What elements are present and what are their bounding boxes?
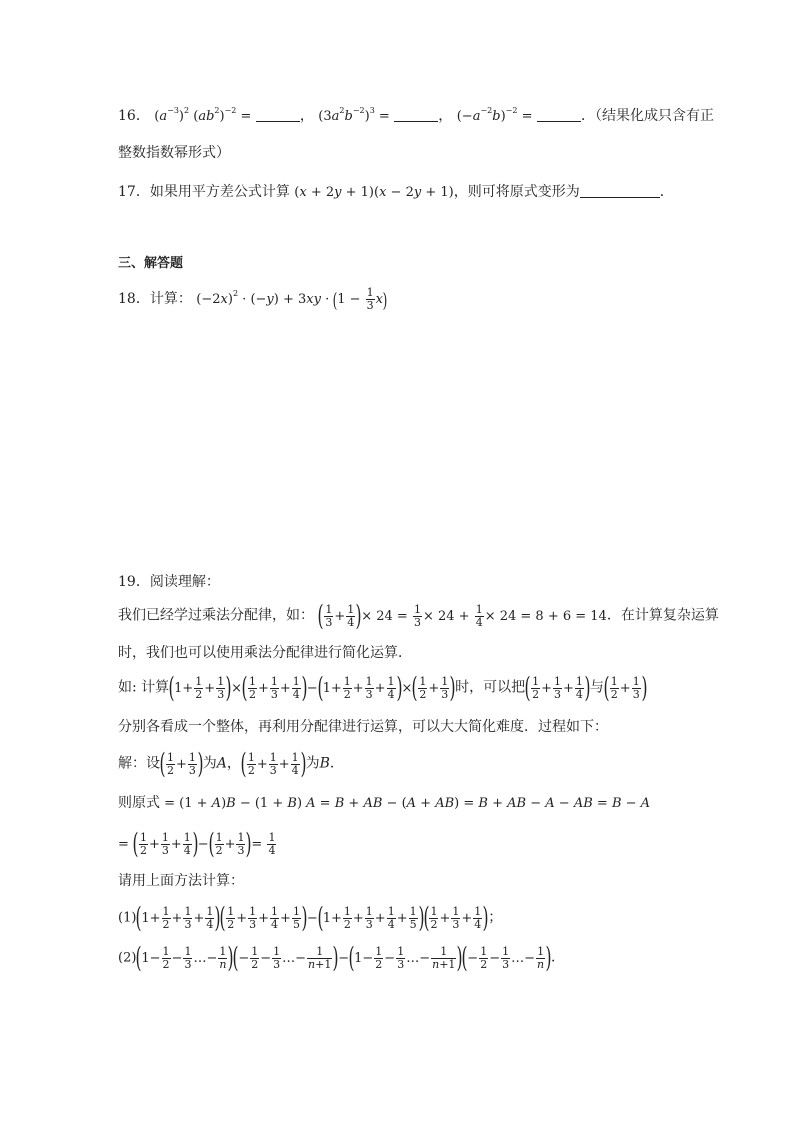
q19-calc-expr: (1+ $\frac{1}{2}$ + $\frac{1}{3}$ )×( $\frac{1}{2}$ + $\frac{1}{3}$ + $\frac{1}{4}$ )−(1+ $\frac{1}{2}$ + $\frac{1}{3}$ + $\frac{1}{4}$ )×( $\frac{1}{2}$ + $\frac{1}{3}$ ): [168, 671, 456, 704]
q19-line7: [118, 827, 277, 860]
q18-line: 18．计算： $(-2x)^2 \cdot (-y) + 3xy \cdot (1$ − $\frac{1}{3}$ x): [118, 286, 388, 312]
q17-blank[interactable]: [580, 184, 660, 198]
q16-blank-2[interactable]: [394, 108, 438, 122]
q17-expr: (x + 2y + 1)(x − 2y + 1): [294, 185, 454, 200]
q16-blank-1[interactable]: [256, 108, 300, 122]
q16-line: 16． $(a^{-3})^2$ $(ab^2)^{-2}$ = ， $(3a^2b^{-2})^3$ = ， $(-a^{-2}b)^{-2}$ = ．（结果化成只含有正: [118, 106, 714, 124]
q19-line8: 请用上面方法计算：: [118, 873, 244, 889]
q19-part1: (1)(1+ $\frac{1}{2}$ + $\frac{1}{3}$ + $\frac{1}{4}$ )( $\frac{1}{2}$ + $\frac{1}{3}$ + $\frac{1}{4}$ + $\frac{1}{5}$ )−(1+ $\frac{1}{2}$ + $\frac{1}{3}$ + $\frac{1}{4}$ + $\frac{1}{5}$ )( $\frac{1}{2}$ + $\frac{1}{3}$ + $\frac{1}{4}$ )；: [118, 901, 503, 934]
q19-derivation: = (1 + A)B − (1 + B) A = B + AB − (A + AB) = B + AB − A − AB = B − A: [160, 796, 651, 811]
q16-expr2: $(3a^2b^{-2})^3$ =: [318, 106, 390, 124]
q19-part2-expr: (1− $\frac{1}{2}$ − $\frac{1}{3}$ …− $\frac{1}{n}$ )(− $\frac{1}{2}$ − $\frac{1}{3}$ …− $\frac{1}{n+1}$ )−(1− $\frac{1}{2}$ − $\frac{1}{3}$ …− $\frac{1}{n+1}$ )(− $\frac{1}{2}$ − $\frac{1}{3}$ …− $\frac{1}{n}$ ): [135, 941, 552, 974]
q16-expr3: $(-a^{-2}b)^{-2}$ =: [456, 106, 533, 124]
q19-line3: 如: 计算(1+ $\frac{1}{2}$ + $\frac{1}{3}$ )×( $\frac{1}{2}$ + $\frac{1}{3}$ + $\frac{1}{4}$ )−(1+ $\frac{1}{2}$ + $\frac{1}{3}$ + $\frac{1}{4}$ )×( $\frac{1}{2}$ + $\frac{1}{3}$ )时，可以把( $\frac{1}{2}$ + $\frac{1}{3}$ + $\frac{1}{4}$ )与( $\frac{1}{2}$ + $\frac{1}{3}$ ): [118, 671, 648, 704]
q16-number: 16．: [118, 108, 150, 124]
q19-part1-expr: (1+ $\frac{1}{2}$ + $\frac{1}{3}$ + $\frac{1}{4}$ )( $\frac{1}{2}$ + $\frac{1}{3}$ + $\frac{1}{4}$ + $\frac{1}{5}$ )−(1+ $\frac{1}{2}$ + $\frac{1}{3}$ + $\frac{1}{4}$ + $\frac{1}{5}$ )( $\frac{1}{2}$ + $\frac{1}{3}$ + $\frac{1}{4}$ ): [135, 901, 489, 934]
q17-line: 17．如果用平方差公式计算 (x + 2y + 1)(x − 2y + 1)，则可将原式变形为 ．: [118, 184, 674, 200]
q19-line2: 时，我们也可以使用乘法分配律进行简化运算．: [118, 645, 412, 661]
q16-note: （结果化成只含有正: [594, 108, 714, 124]
q19-line6: 则原式 = (1 + A)B − (1 + B) A = B + AB − (A + AB) = B + AB − A − AB = B − A: [118, 795, 651, 811]
q19-result-expr: = ( $\frac{1}{2}$ + $\frac{1}{3}$ + $\frac{1}{4}$ )−( $\frac{1}{2}$ + $\frac{1}{3}$ )= $\frac{1}{4}$: [118, 827, 276, 860]
q19-example-expr: ( $\frac{1}{3}$ + $\frac{1}{4}$ )× 24 = $\frac{1}{3}$ × 24 + $\frac{1}{4}$ × 24 = 8 + 6 = 14: [317, 599, 607, 632]
q16-expr1: $(a^{-3})^2$ $(ab^2)^{-2}$ =: [154, 106, 252, 124]
section-title: 三、解答题: [118, 256, 184, 271]
q18-expr: $(-2x)^2 \cdot (-y) + 3xy \cdot (1$ − $\frac{1}{3}$ x): [196, 286, 388, 312]
q19-line1: 我们已经学过乘法分配律，如： ( $\frac{1}{3}$ + $\frac{1}{4}$ )× 24 = $\frac{1}{3}$ × 24 + $\frac{1}{4}$ × 24 = 8 + 6 = 14．在计算复杂运算: [118, 599, 719, 632]
q19-line5: 解：设( $\frac{1}{2}$ + $\frac{1}{3}$ )为A，( $\frac{1}{2}$ + $\frac{1}{3}$ + $\frac{1}{4}$ )为B．: [118, 747, 344, 780]
q19-heading: 19．阅读理解：: [118, 574, 220, 590]
q19-line4: 分别各看成一个整体，再利用分配律进行运算，可以大大简化难度．过程如下：: [118, 719, 608, 735]
q16-blank-3[interactable]: [537, 108, 581, 122]
q19-part2: (2)(1− $\frac{1}{2}$ − $\frac{1}{3}$ …− $\frac{1}{n}$ )(− $\frac{1}{2}$ − $\frac{1}{3}$ …− $\frac{1}{n+1}$ )−(1− $\frac{1}{2}$ − $\frac{1}{3}$ …− $\frac{1}{n+1}$ )(− $\frac{1}{2}$ − $\frac{1}{3}$ …− $\frac{1}{n}$ )．: [118, 941, 566, 974]
q16-line2: 整数指数幂形式）: [118, 145, 230, 161]
